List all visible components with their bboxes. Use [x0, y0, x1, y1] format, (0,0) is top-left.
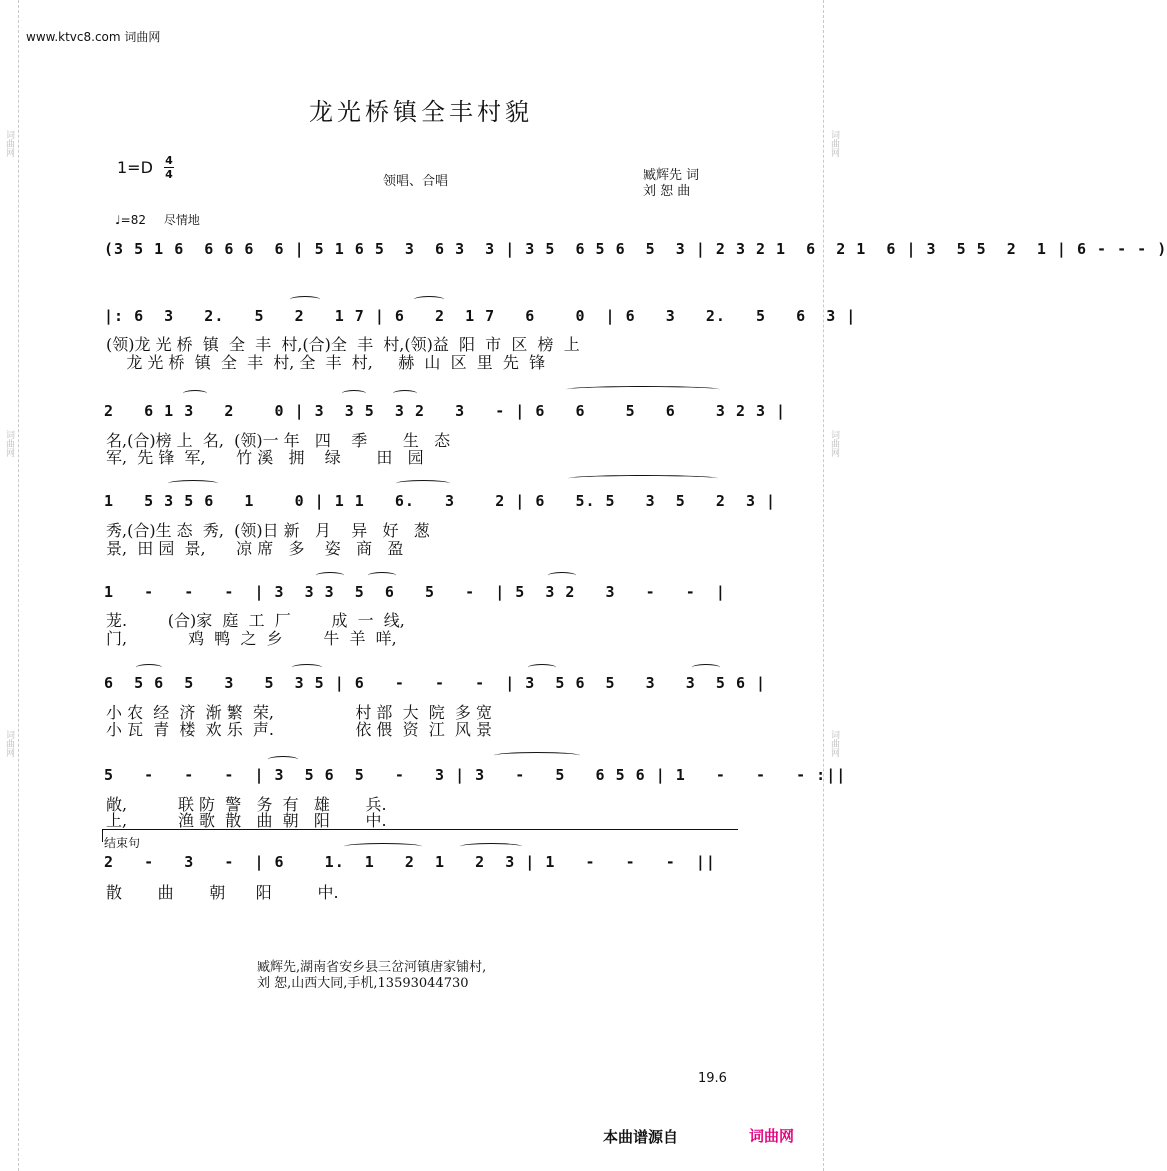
author-info-line-2: 刘 恕,山西大同,手机,13593044730: [257, 976, 469, 991]
notes-row-3: 1 5 3 5 6 1 0 | 1 1 6. 3 2 | 6 5. 5 3 5 2 3 |: [104, 492, 777, 510]
lyrics-row-6-verse-1: 敞, 联 防 警 务 有 雄 兵.: [106, 795, 387, 814]
lyrics-row-1-verse-1: (领)龙 光 桥 镇 全 丰 村,(合)全 丰 村,(领)益 阳 市 区 榜 上: [106, 335, 580, 354]
slur: [396, 480, 450, 487]
lyrics-row-4-verse-1: 茏. (合)家 庭 工 厂 成 一 线,: [106, 611, 405, 630]
slur: [168, 480, 218, 487]
watermark-right-2: 词曲网: [829, 430, 839, 457]
tempo-value: ♩=82: [115, 213, 146, 227]
watermark-right-3: 词曲网: [829, 730, 839, 757]
source-brand-link[interactable]: 词曲网: [749, 1127, 795, 1145]
time-signature-top: 4: [165, 154, 173, 167]
slur: [136, 664, 162, 671]
slur: [414, 296, 444, 303]
composer-credit: 刘 恕 曲: [643, 184, 691, 199]
page-number: 19.6: [698, 1071, 727, 1086]
watermark-left-1: 词曲网: [4, 130, 14, 157]
slur: [566, 386, 720, 393]
slur: [528, 664, 556, 671]
slur: [393, 390, 417, 397]
slur: [368, 572, 396, 579]
song-title: 龙光桥镇全丰村貌: [309, 98, 533, 126]
author-info-line-1: 臧辉先,湖南省安乡县三岔河镇唐家铺村,: [257, 960, 487, 975]
slur: [290, 296, 320, 303]
time-signature: [164, 155, 174, 180]
lyrics-row-2-verse-1: 名,(合)榜 上 名, (领)一 年 四 季 生 态: [106, 431, 451, 450]
tempo-marking: [115, 211, 200, 228]
lyricist-credit: 臧辉先 词: [643, 168, 700, 183]
slur: [342, 390, 366, 397]
lyrics-row-5-verse-2: 小 瓦 青 楼 欢 乐 声. 依 偎 资 江 风 景: [106, 720, 493, 739]
slur: [692, 664, 720, 671]
lyrics-row-4-verse-2: 门, 鸡 鸭 之 乡 牛 羊 咩,: [106, 629, 397, 648]
slur: [548, 572, 576, 579]
singing-style: 领唱、合唱: [383, 174, 449, 189]
source-label: 本曲谱源自: [603, 1128, 679, 1146]
watermark-left-2: 词曲网: [4, 430, 14, 457]
lyrics-row-7: 散 曲 朝 阳 中.: [106, 883, 339, 902]
lyrics-row-3-verse-1: 秀,(合)生 态 秀, (领)日 新 月 异 好 葱: [106, 521, 430, 540]
right-margin-strip: [823, 0, 842, 1171]
key-signature: 1=D: [117, 158, 153, 177]
expression-mark: 尽情地: [163, 213, 200, 227]
lyrics-row-1-verse-2: 龙 光 桥 镇 全 丰 村, 全 丰 村, 赫 山 区 里 先 锋: [106, 353, 546, 372]
notes-row-1: |: 6 3 2. 5 2 1 7 | 6 2 1 7 6 0 | 6 3 2. 5 6 3 |: [104, 307, 857, 325]
ending-bracket: [102, 829, 738, 842]
intro-notes: (3 5 1 6 6 6 6 6 | 5 1 6 5 3 6 3 3 | 3 5 6 5 6 5 3 | 2 3 2 1 6 2 1 6 | 3 5 5 2 1 | 6 - - - ): [104, 240, 1167, 258]
lyrics-row-2-verse-2: 军, 先 锋 军, 竹 溪 拥 绿 田 园: [106, 448, 424, 467]
lyrics-row-3-verse-2: 景, 田 园 景, 凉 席 多 姿 商 盈: [106, 539, 404, 558]
notes-row-5: 6 5 6 5 3 5 3 5 | 6 - - - | 3 5 6 5 3 3 5 6 |: [104, 674, 767, 692]
left-margin-strip: [0, 0, 19, 1171]
ending-label: 结束句: [104, 836, 141, 850]
notes-row-4: 1 - - - | 3 3 3 5 6 5 - | 5 3 2 3 - - |: [104, 583, 726, 601]
slur: [268, 756, 298, 763]
slur: [494, 752, 580, 759]
slur: [344, 843, 422, 850]
watermark-left-3: 词曲网: [4, 730, 14, 757]
watermark-right-1: 词曲网: [829, 130, 839, 157]
notes-row-7: 2 - 3 - | 6 1. 1 2 1 2 3 | 1 - - - ||: [104, 853, 716, 871]
lyrics-row-6-verse-2: 上, 渔 歌 散 曲 朝 阳 中.: [106, 811, 387, 830]
site-url-header[interactable]: www.ktvc8.com 词曲网: [26, 30, 161, 44]
slur: [292, 664, 322, 671]
slur: [460, 843, 522, 850]
slur: [568, 475, 718, 482]
slur: [316, 572, 344, 579]
notes-row-6: 5 - - - | 3 5 6 5 - 3 | 3 - 5 6 5 6 | 1 - - - :||: [104, 766, 847, 784]
slur: [183, 390, 207, 397]
lyrics-row-5-verse-1: 小 农 经 济 渐 繁 荣, 村 部 大 院 多 宽: [106, 703, 493, 722]
time-signature-bottom: 4: [165, 168, 173, 181]
notes-row-2: 2 6 1 3 2 0 | 3 3 5 3 2 3 - | 6 6 5 6 3 2 3 |: [104, 402, 787, 420]
